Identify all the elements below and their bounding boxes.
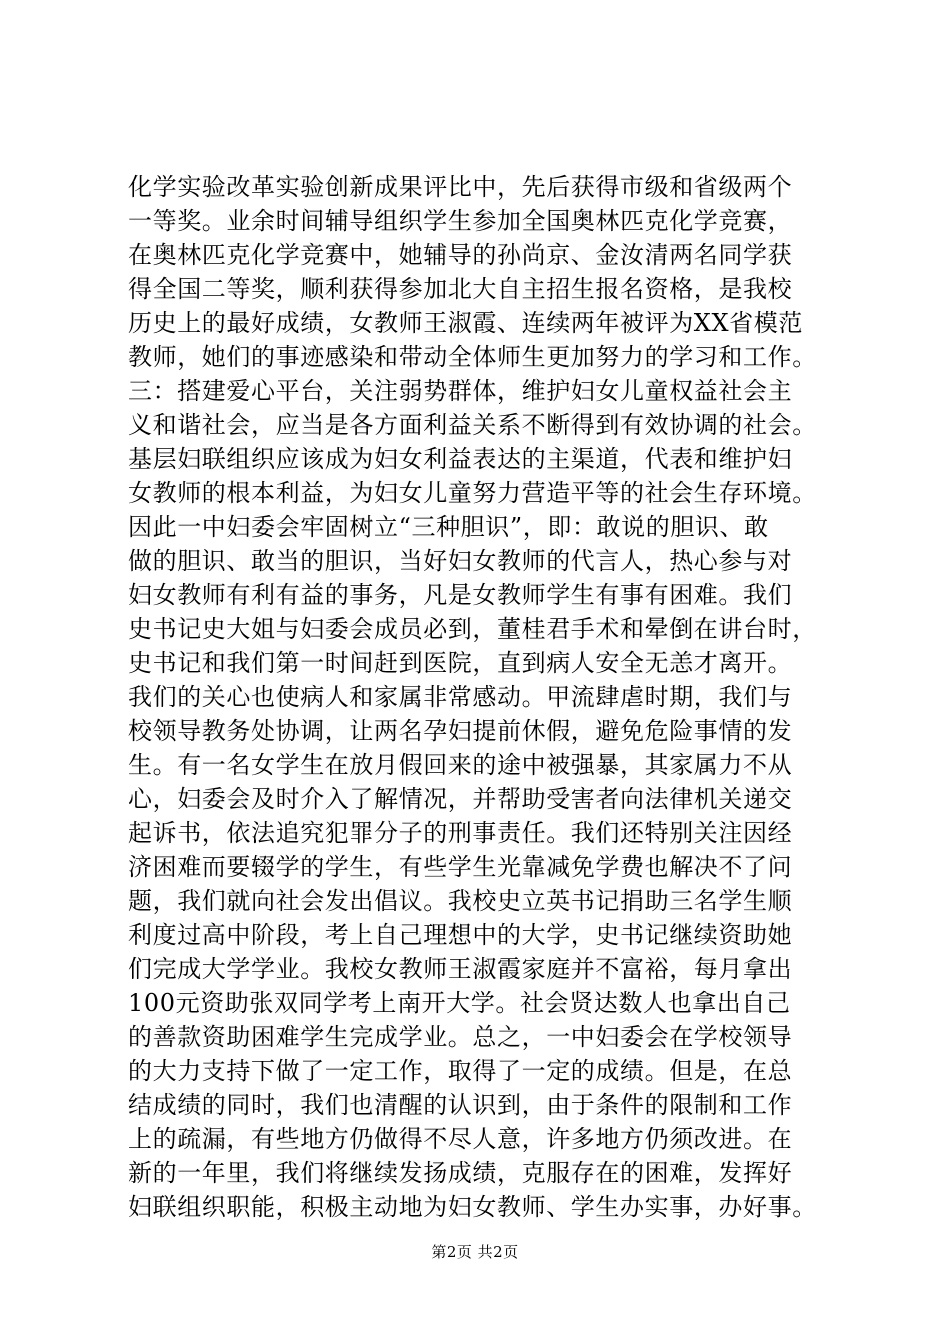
page-number-footer: 第2页 共2页 <box>431 1243 519 1261</box>
text-line: 新的一年里，我们将继续发扬成绩，克服存在的困难，发挥好 <box>128 1159 793 1187</box>
text-line: 100元资助张双同学考上南开大学。社会贤达数人也拿出自己 <box>128 989 791 1017</box>
text-line: 化学实验改革实验创新成果评比中，先后获得市级和省级两个 <box>128 173 793 201</box>
text-line: 们完成大学学业。我校女教师王淑霞家庭并不富裕，每月拿出 <box>128 955 793 983</box>
text-line: 我们的关心也使病人和家属非常感动。甲流肆虐时期，我们与 <box>128 683 793 711</box>
body-text <box>128 170 828 1224</box>
text-line: 在奥林匹克化学竞赛中，她辅导的孙尚京、金汝清两名同学获 <box>128 241 793 269</box>
text-line: 做的胆识、敢当的胆识，当好妇女教师的代言人，热心参与对 <box>128 547 793 575</box>
text-line: 妇女教师有利有益的事务，凡是女教师学生有事有困难。我们 <box>128 581 793 609</box>
text-line: 的善款资助困难学生完成学业。总之，一中妇委会在学校领导 <box>128 1023 793 1051</box>
text-line: 校领导教务处协调，让两名孕妇提前休假，避免危险事情的发 <box>128 717 793 745</box>
text-line: 利度过高中阶段，考上自己理想中的大学，史书记继续资助她 <box>128 921 793 949</box>
text-line: 得全国二等奖，顺利获得参加北大自主招生报名资格，是我校 <box>128 275 793 303</box>
text-line: 女教师的根本利益，为妇女儿童努力营造平等的社会生存环境。 <box>128 479 817 507</box>
text-line: 妇联组织职能，积极主动地为妇女教师、学生办实事，办好事。 <box>128 1193 817 1221</box>
text-line: 题，我们就向社会发出倡议。我校史立英书记捐助三名学生顺 <box>128 887 793 915</box>
text-line: 史书记史大姐与妇委会成员必到，董桂君手术和晕倒在讲台时， <box>128 615 817 643</box>
text-line: 因此一中妇委会牢固树立“三种胆识”，即：敢说的胆识、敢 <box>128 513 769 541</box>
text-line: 一等奖。业余时间辅导组织学生参加全国奥林匹克化学竞赛， <box>128 207 793 235</box>
text-line: 起诉书，依法追究犯罪分子的刑事责任。我们还特别关注因经 <box>128 819 793 847</box>
text-line: 三：搭建爱心平台，关注弱势群体，维护妇女儿童权益社会主 <box>128 377 793 405</box>
text-line: 结成绩的同时，我们也清醒的认识到，由于条件的限制和工作 <box>128 1091 793 1119</box>
text-line: 的大力支持下做了一定工作，取得了一定的成绩。但是，在总 <box>128 1057 793 1085</box>
text-line: 生。有一名女学生在放月假回来的途中被强暴，其家属力不从 <box>128 751 793 779</box>
text-line: 史书记和我们第一时间赶到医院，直到病人安全无恙才离开。 <box>128 649 793 677</box>
text-line: 历史上的最好成绩，女教师王淑霞、连续两年被评为XX省模范 <box>128 309 803 337</box>
text-line: 基层妇联组织应该成为妇女利益表达的主渠道，代表和维护妇 <box>128 445 793 473</box>
text-line: 济困难而要辍学的学生，有些学生光靠减免学费也解决不了问 <box>128 853 793 881</box>
text-line: 义和谐社会，应当是各方面利益关系不断得到有效协调的社会。 <box>128 411 817 439</box>
text-line: 上的疏漏，有些地方仍做得不尽人意，许多地方仍须改进。在 <box>128 1125 793 1153</box>
text-line: 心，妇委会及时介入了解情况，并帮助受害者向法律机关递交 <box>128 785 793 813</box>
text-line: 教师，她们的事迹感染和带动全体师生更加努力的学习和工作。 <box>128 343 817 371</box>
